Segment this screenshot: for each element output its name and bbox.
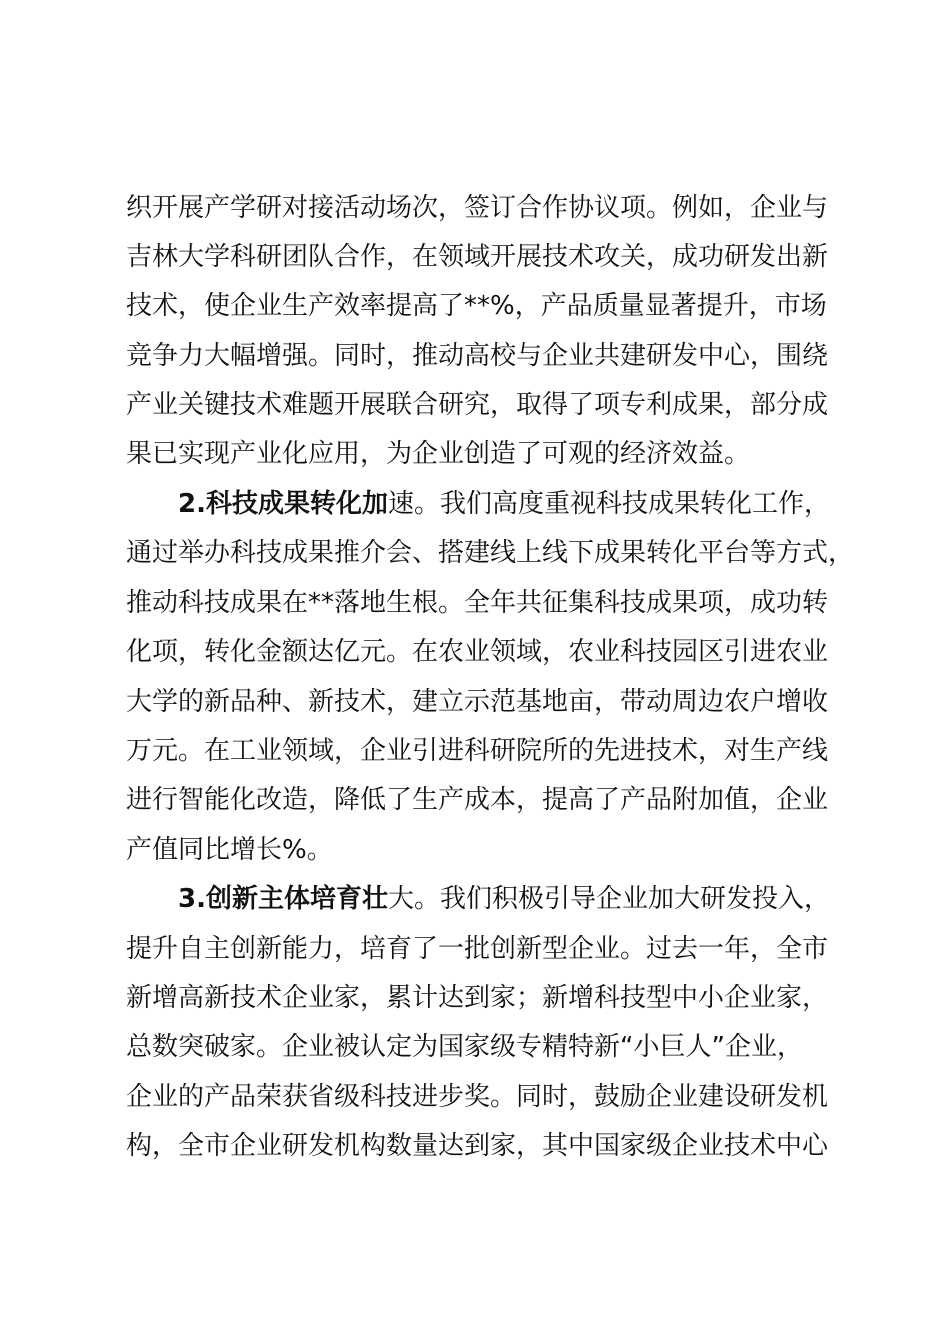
text-line: 化项，转化金额达亿元。在农业领域，农业科技园区引进农业 [126, 637, 829, 667]
text-line: 构，全市企业研发机构数量达到家，其中国家级企业技术中心 [126, 1131, 829, 1161]
paragraph-3-first-line [178, 883, 830, 915]
text-line: 企业的产品荣获省级科技进步奖。同时，鼓励企业建设研发机 [126, 1082, 829, 1112]
section-heading: 2.科技成果转化加 [178, 489, 388, 519]
text-line: 产值同比增长%。 [126, 835, 333, 865]
text-line: 织开展产学研对接活动场次，签订合作协议项。例如，企业与 [126, 193, 829, 223]
text-line: 通过举办科技成果推介会、搭建线上线下成果转化平台等方式， [126, 538, 855, 568]
text-line: 新增高新技术企业家，累计达到家；新增科技型中小企业家， [126, 983, 829, 1013]
text-run: 大。我们积极引导企业加大研发投入， [387, 884, 830, 914]
text-line: 技术，使企业生产效率提高了**%，产品质量显著提升，市场 [126, 291, 827, 321]
text-line: 产业关键技术难题开展联合研究，取得了项专利成果，部分成 [126, 390, 829, 420]
text-line: 万元。在工业领域，企业引进科研院所的先进技术，对生产线 [126, 736, 829, 766]
text-line: 果已实现产业化应用，为企业创造了可观的经济效益。 [126, 439, 751, 469]
text-line: 推动科技成果在**落地生根。全年共征集科技成果项，成功转 [126, 588, 829, 618]
text-line: 进行智能化改造，降低了生产成本，提高了产品附加值，企业 [126, 785, 829, 815]
section-heading: 3.创新主体培育壮 [178, 884, 388, 914]
text-line: 总数突破家。企业被认定为国家级专精特新“小巨人”企业， [126, 1032, 803, 1062]
text-line: 大学的新品种、新技术，建立示范基地亩，带动周边农户增收 [126, 687, 829, 717]
text-line: 提升自主创新能力，培育了一批创新型企业。过去一年，全市 [126, 934, 829, 964]
text-line: 竞争力大幅增强。同时，推动高校与企业共建研发中心，围绕 [126, 341, 829, 371]
text-line: 吉林大学科研团队合作，在领域开展技术攻关，成功研发出新 [126, 242, 829, 272]
paragraph-2-first-line [178, 488, 830, 520]
text-run: 速。我们高度重视科技成果转化工作， [387, 489, 830, 519]
